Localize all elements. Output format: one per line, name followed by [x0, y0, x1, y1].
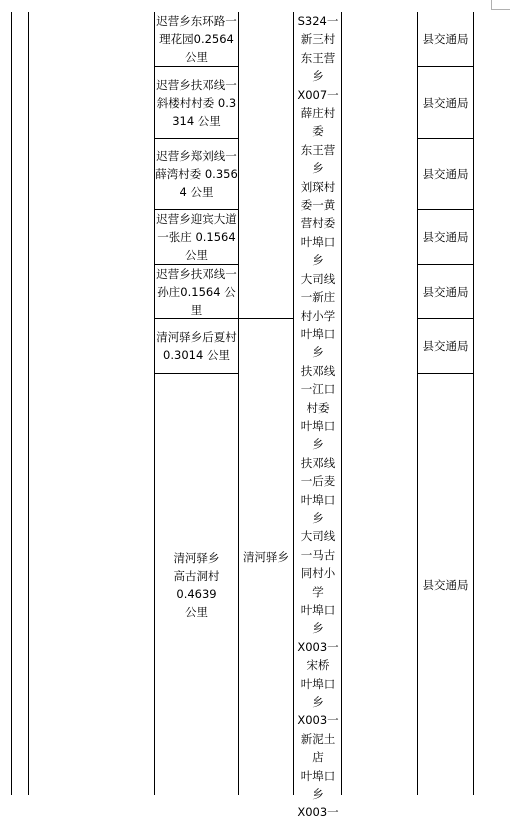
- route-line: 刘琛村: [300, 179, 336, 194]
- section-cell: [155, 210, 238, 264]
- route-line: 店: [312, 750, 324, 765]
- route-line: 乡: [312, 787, 324, 802]
- table-column-line: [28, 12, 29, 795]
- route-line: 扶邓线: [300, 363, 336, 378]
- route-line: 宋桥: [306, 658, 330, 673]
- route-line: 叶埠口: [300, 418, 336, 433]
- section-text: 清河驿乡高古洞村 0.4639 公里: [173, 550, 220, 619]
- section-cell: [155, 139, 238, 209]
- route-line: 学: [312, 584, 324, 599]
- dept-text: 县交通局: [422, 32, 469, 46]
- route-line: 东王营: [300, 142, 336, 157]
- route-line: 乡: [312, 510, 324, 525]
- section-text: 迟营乡扶邓线一孙庄0.1564 公里: [156, 266, 237, 317]
- dept-cell: [418, 374, 473, 795]
- route-line: 一后麦: [300, 474, 336, 489]
- route-line: 乡: [312, 695, 324, 710]
- page-corner-mark: [492, 9, 510, 10]
- route-line: 东王营: [300, 50, 336, 65]
- section-text: 迟营乡扶邓线一斜楼村村委 0.3314 公里: [156, 77, 237, 128]
- route-line: 一新庄: [300, 290, 336, 305]
- route-line: 叶埠口: [300, 326, 336, 341]
- route-line: 乡: [312, 621, 324, 636]
- route-line: 大司线: [300, 271, 336, 286]
- section-text: 迟营乡东环路一理花园0.2564 公里: [156, 14, 237, 64]
- route-line: 新三村: [300, 32, 336, 47]
- route-line: 村委: [306, 400, 330, 415]
- route-line: 叶埠口: [300, 492, 336, 507]
- section-text: 迟营乡郑刘线一薛湾村委 0.3564 公里: [155, 149, 238, 199]
- route-line: 扶邓线: [300, 455, 336, 470]
- route-line: 叶埠口: [300, 676, 336, 691]
- route-line: X003一: [297, 639, 339, 654]
- route-line: 叶埠口: [300, 603, 336, 617]
- route-line: 一马古: [300, 547, 336, 562]
- route-line: 大司线: [300, 529, 336, 544]
- dept-cell: [418, 265, 473, 318]
- route-line: 乡: [312, 437, 324, 452]
- dept-cell: [418, 210, 473, 264]
- dept-cell: [418, 12, 473, 66]
- section-cell: [155, 265, 238, 318]
- route-line: 叶埠口: [300, 768, 336, 783]
- section-cell: [155, 319, 238, 373]
- table-border-left: [11, 12, 12, 795]
- dept-text: 县交通局: [422, 577, 469, 592]
- route-line: 新泥土: [300, 731, 336, 746]
- dept-cell: [418, 139, 473, 209]
- route-line: 叶埠口: [300, 234, 336, 249]
- route-line: 乡: [312, 69, 324, 84]
- route-line: X003一: [297, 805, 339, 820]
- township-cell: [239, 319, 293, 795]
- dept-text: 县交通局: [422, 167, 469, 181]
- section-text: 迟营乡迎宾大道一张庄 0.1564 公里: [156, 212, 237, 262]
- section-cell: [155, 374, 238, 795]
- dept-text: 县交通局: [422, 339, 469, 353]
- route-line: X003一: [297, 713, 339, 728]
- route-line: 营村委: [300, 216, 336, 231]
- section-text: 清河驿乡后夏村 0.3014 公里: [156, 330, 237, 362]
- dept-cell: [418, 319, 473, 373]
- route-line: 乡: [312, 345, 324, 360]
- section-cell: [155, 12, 238, 66]
- dept-text: 县交通局: [422, 230, 469, 244]
- route-line: 村小学: [300, 308, 336, 323]
- township-text: 清河驿乡: [243, 550, 289, 564]
- section-cell: [155, 67, 238, 138]
- route-line: 委一黄: [300, 198, 336, 213]
- route-line: 委: [312, 124, 324, 139]
- route-line: 一江口: [300, 382, 336, 397]
- route-list: [294, 12, 342, 822]
- dept-cell: [418, 67, 473, 138]
- route-line: 薛庄村: [300, 106, 336, 121]
- route-line: S324一: [297, 14, 339, 28]
- table-border-right: [473, 12, 474, 795]
- route-line: 乡: [312, 161, 324, 176]
- route-line: X007一: [297, 87, 339, 102]
- dept-text: 县交通局: [422, 95, 469, 110]
- route-line: 同村小: [300, 566, 336, 581]
- route-line: 乡: [312, 253, 324, 268]
- dept-text: 县交通局: [422, 284, 469, 299]
